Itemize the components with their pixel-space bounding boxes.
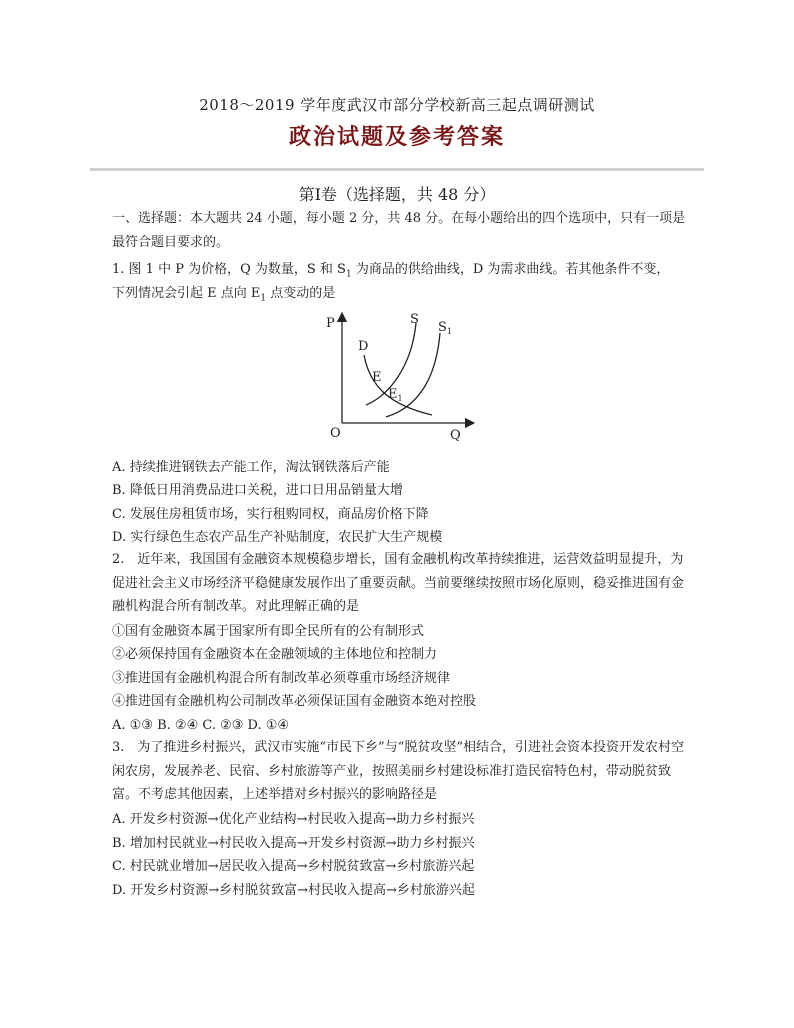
- q1-stem-text-c: 下列情况会引起 E 点向 E: [112, 286, 261, 301]
- section-instructions: 一、选择题：本大题共 24 小题，每小题 2 分，共 48 分。在每小题给出的四个选项中，只有一项是最符合题目要求的。: [112, 211, 686, 250]
- q-axis-label: Q: [450, 428, 461, 443]
- q1-option-b: B. 降低日用消费品进口关税，进口日用品销量大增: [112, 483, 403, 498]
- q3-stem: 3. 为了推进乡村振兴，武汉市实施“市民下乡”与“脱贫攻坚”相结合，引进社会资本投资开发农村空闲农房，发展养老、民宿、乡村旅游等产业，按照美丽乡村建设标准打造民宿特色村，带动脱贫致富。不考虑其他因素，上述举措对乡村振兴的影响路径是: [112, 740, 684, 802]
- q2-item-2: ②必须保持国有金融资本在金融领域的主体地位和控制力: [112, 647, 438, 662]
- s1-label-sub: 1: [446, 327, 452, 336]
- q1-stem-sub-a: 1: [345, 269, 352, 280]
- q1-stem-sub-b: 1: [260, 293, 267, 304]
- s-label: S: [410, 312, 419, 327]
- q1-option-a: A. 持续推进钢铁去产能工作，淘汰钢铁落后产能: [112, 460, 390, 475]
- q2-item-3: ③推进国有金融机构混合所有制改革必须尊重市场经济规律: [112, 671, 451, 686]
- q1-stem-line2: [112, 284, 335, 309]
- supply-curve-s1: [386, 333, 440, 417]
- q2-stem: 2. 近年来，我国国有金融资本规模稳步增长，国有金融机构改革持续推进，运营效益明显提升，为促进社会主义市场经济平稳健康发展作出了重要贡献。当前要继续按照市场化原则，稳妥推进国有金融机构混合所有制改革。对此理解正确的是: [112, 552, 685, 614]
- s1-label-main: S: [438, 320, 447, 335]
- p-axis-label: P: [326, 316, 335, 331]
- q3-option-a: A. 开发乡村资源→优化产业结构→村民收入提高→助力乡村振兴: [112, 812, 475, 827]
- q2-item-1: ①国有金融资本属于国家所有即全民所有的公有制形式: [112, 624, 425, 639]
- s1-label: [438, 320, 452, 336]
- divider: [90, 168, 704, 171]
- q1-stem-text-d: 点变动的是: [266, 286, 336, 301]
- d-label: D: [358, 339, 369, 354]
- q1-stem-text-a: 1. 图 1 中 P 为价格，Q 为数量，S 和 S: [112, 262, 346, 277]
- supply-demand-figure: [320, 305, 480, 445]
- q1-stem-line1: [112, 260, 669, 285]
- e1-label-main: E: [388, 387, 398, 402]
- demand-curve-d: [364, 355, 432, 415]
- e-label: E: [372, 370, 382, 385]
- q3-option-c: C. 村民就业增加→居民收入提高→乡村脱贫致富→乡村旅游兴起: [112, 859, 475, 874]
- q3-option-d: D. 开发乡村资源→乡村脱贫致富→村民收入提高→乡村旅游兴起: [112, 883, 475, 898]
- supply-demand-svg: [320, 305, 480, 445]
- e1-label: [388, 387, 403, 403]
- q1-option-c: C. 发展住房租赁市场，实行租购同权，商品房价格下降: [112, 507, 429, 522]
- origin-label: O: [330, 426, 341, 441]
- exam-title: 政治试题及参考答案: [288, 124, 505, 150]
- q2-options: A. ①③ B. ②④ C. ②③ D. ①④: [112, 718, 290, 733]
- exam-subtitle: 2018～2019 学年度武汉市部分学校新高三起点调研测试: [199, 96, 595, 114]
- section-title: 第Ⅰ卷（选择题，共 48 分）: [298, 185, 496, 204]
- e1-label-sub: 1: [397, 394, 403, 403]
- q1-option-d: D. 实行绿色生态农产品生产补贴制度，农民扩大生产规模: [112, 530, 443, 545]
- q1-stem-text-b: 为商品的供给曲线，D 为需求曲线。若其他条件不变，: [351, 262, 670, 277]
- q2-item-4: ④推进国有金融机构公司制改革必须保证国有金融资本绝对控股: [112, 694, 477, 709]
- q3-option-b: B. 增加村民就业→村民收入提高→开发乡村资源→助力乡村振兴: [112, 836, 475, 851]
